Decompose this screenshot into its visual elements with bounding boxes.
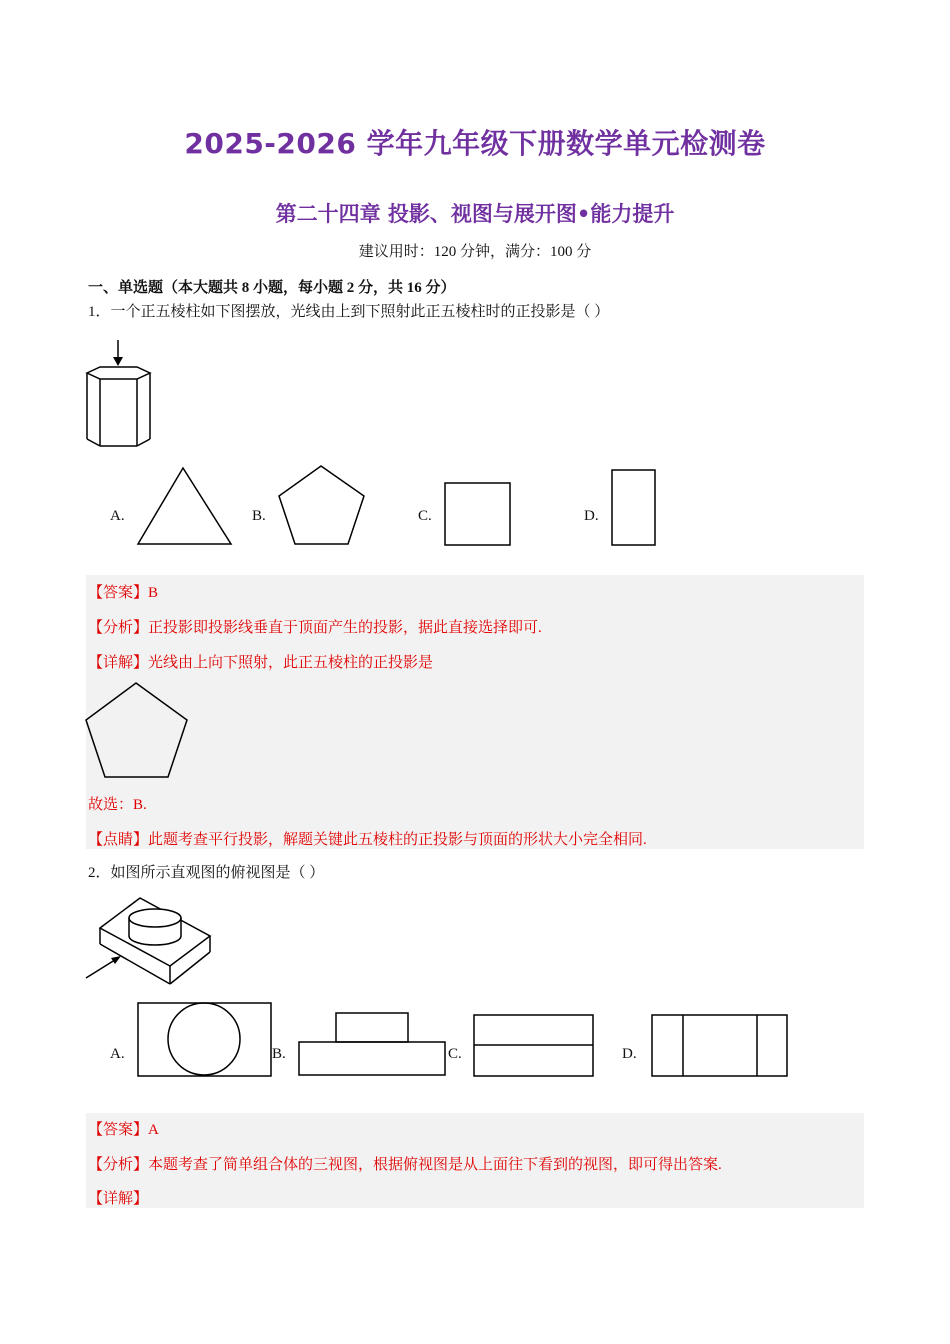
q1-option-b-label: B. — [252, 508, 266, 524]
q2-option-b-stacked-rects — [298, 1012, 448, 1078]
q1-solution-box — [86, 575, 864, 849]
exam-title: 2025-2026 学年九年级下册数学单元检测卷 — [184, 127, 766, 160]
q2-option-c-label: C. — [448, 1046, 462, 1062]
q1-option-a-triangle — [136, 466, 236, 548]
q2-analysis: 【分析】本题考查了简单组合体的三视图，根据俯视图是从上面往下看到的视图，即可得出答案. — [88, 1157, 722, 1173]
q1-solution-pentagon — [86, 681, 190, 777]
q2-detail: 【详解】 — [88, 1191, 149, 1207]
q2-option-d-label: D. — [622, 1046, 637, 1062]
q1-detail: 【详解】光线由上向下照射，此正五棱柱的正投影是 — [88, 655, 434, 671]
exam-meta: 建议用时：120 分钟，满分：100 分 — [358, 244, 592, 260]
q2-option-b-label: B. — [272, 1046, 286, 1062]
q1-option-d-label: D. — [584, 508, 599, 524]
q1-comment: 【点睛】此题考查平行投影，解题关键此五棱柱的正投影与顶面的形状大小完全相同. — [88, 832, 647, 848]
q2-answer: 【答案】A — [88, 1122, 159, 1138]
q2-solid-figure — [84, 892, 214, 996]
q1-analysis: 【分析】正投影即投影线垂直于顶面产生的投影，据此直接选择即可. — [88, 620, 542, 636]
q2-solution-box — [86, 1113, 864, 1208]
q2-option-c-split-rect — [473, 1014, 595, 1078]
question-2-stem: 2．如图所示直观图的俯视图是（ ） — [88, 865, 325, 881]
section-heading: 一、单选题（本大题共 8 小题，每小题 2 分，共 16 分） — [88, 280, 456, 296]
q2-option-a-label: A. — [110, 1046, 125, 1062]
q1-option-a-label: A. — [110, 508, 125, 524]
chapter-subtitle: 第二十四章 投影、视图与展开图•能力提升 — [275, 202, 675, 226]
question-1-stem: 1．一个正五棱柱如下图摆放，光线由上到下照射此正五棱柱时的正投影是（ ） — [88, 304, 610, 320]
q2-option-d-three-part-rect — [651, 1014, 791, 1078]
q1-choice: 故选：B. — [88, 797, 147, 813]
q2-option-a-rect-circle — [137, 1002, 273, 1078]
q1-pentagonal-prism-figure — [80, 336, 160, 451]
q1-option-c-label: C. — [418, 508, 432, 524]
q1-answer: 【答案】B — [88, 585, 159, 601]
q1-option-b-pentagon — [278, 464, 368, 548]
q1-option-c-square — [444, 482, 514, 548]
q1-option-d-rectangle — [611, 469, 657, 548]
